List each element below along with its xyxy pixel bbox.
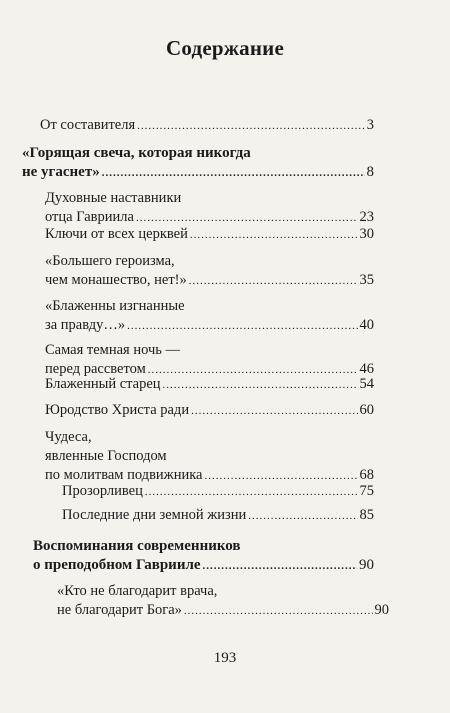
toc-page-number: 68	[359, 467, 374, 483]
dot-leader	[137, 117, 365, 136]
toc-entry-title: за правду…»	[45, 317, 126, 333]
toc-entry-title: Самая темная ночь —	[45, 342, 181, 358]
toc-entry	[45, 375, 374, 395]
page-title: Содержание	[166, 36, 284, 60]
dot-leader	[127, 317, 357, 336]
toc-entry	[62, 482, 374, 502]
toc-entry-title: по молитвам подвижника	[45, 467, 203, 483]
dot-leader	[203, 557, 357, 576]
toc-page-number: 75	[359, 483, 374, 499]
toc-entry-title: перед рассветом	[45, 361, 146, 377]
toc-page-number: 90	[359, 557, 374, 573]
toc-entry	[45, 252, 374, 291]
toc-page-number: 3	[366, 117, 374, 133]
toc-entry	[45, 225, 374, 245]
dot-leader	[189, 272, 358, 291]
toc-entry-title: Воспоминания современников	[33, 538, 241, 554]
toc-entry-title: чем монашество, нет!»	[45, 272, 187, 288]
toc-entry-title: о преподобном Гаврииле	[33, 557, 201, 573]
dot-leader	[248, 507, 357, 526]
toc-entry	[45, 189, 374, 228]
dot-leader	[190, 226, 358, 245]
toc-page-number: 54	[359, 376, 374, 392]
toc-entry-title: Чудеса,	[45, 429, 92, 445]
toc-page-number: 23	[359, 209, 374, 225]
toc-entry-title: Юродство Христа ради	[45, 402, 190, 418]
page-number: 193	[213, 650, 237, 666]
toc-entry-title: «Горящая свеча, которая никогда	[22, 145, 251, 161]
toc-page-number: 85	[359, 507, 374, 523]
toc-page-number: 46	[359, 361, 374, 377]
toc-entry-title: не благодарит Бога»	[57, 602, 182, 618]
toc-entry-title: Блаженный старец	[45, 376, 161, 392]
toc-page-number: 35	[359, 272, 374, 288]
toc-page-number: 90	[374, 602, 389, 618]
toc-entry-title: «Кто не благодарит врача,	[57, 583, 218, 599]
toc-entry-title: От составителя	[40, 117, 136, 133]
toc-page-number: 40	[359, 317, 374, 333]
dot-leader	[184, 602, 373, 621]
toc-entry	[22, 144, 374, 183]
toc-page-number: 60	[359, 402, 374, 418]
toc-entry-title: «Блаженны изгнанные	[45, 298, 185, 314]
toc-entry-title: Последние дни земной жизни	[62, 507, 247, 523]
dot-leader	[145, 483, 358, 502]
toc-entry-title: Прозорливец	[62, 483, 143, 499]
dot-leader	[191, 402, 357, 421]
toc-entry-title: Духовные наставники	[45, 190, 182, 206]
toc-page-number: 8	[366, 164, 374, 180]
toc-entry	[45, 297, 374, 336]
toc-entry	[33, 537, 374, 576]
toc-entry	[45, 401, 374, 421]
toc-entry-title: «Большего героизма,	[45, 253, 175, 269]
toc-entry	[40, 116, 374, 136]
toc-entry-title: явленные Господом	[45, 448, 167, 464]
dot-leader	[102, 164, 365, 183]
toc-entry	[45, 428, 374, 486]
toc-entry	[57, 582, 389, 621]
toc-entry	[62, 506, 374, 526]
dot-leader	[163, 376, 358, 395]
toc-page-number: 30	[359, 226, 374, 242]
toc-entry-title: отца Гавриила	[45, 209, 134, 225]
toc-entry-title: не угаснет»	[22, 164, 100, 180]
toc-entry-title: Ключи от всех церквей	[45, 226, 188, 242]
